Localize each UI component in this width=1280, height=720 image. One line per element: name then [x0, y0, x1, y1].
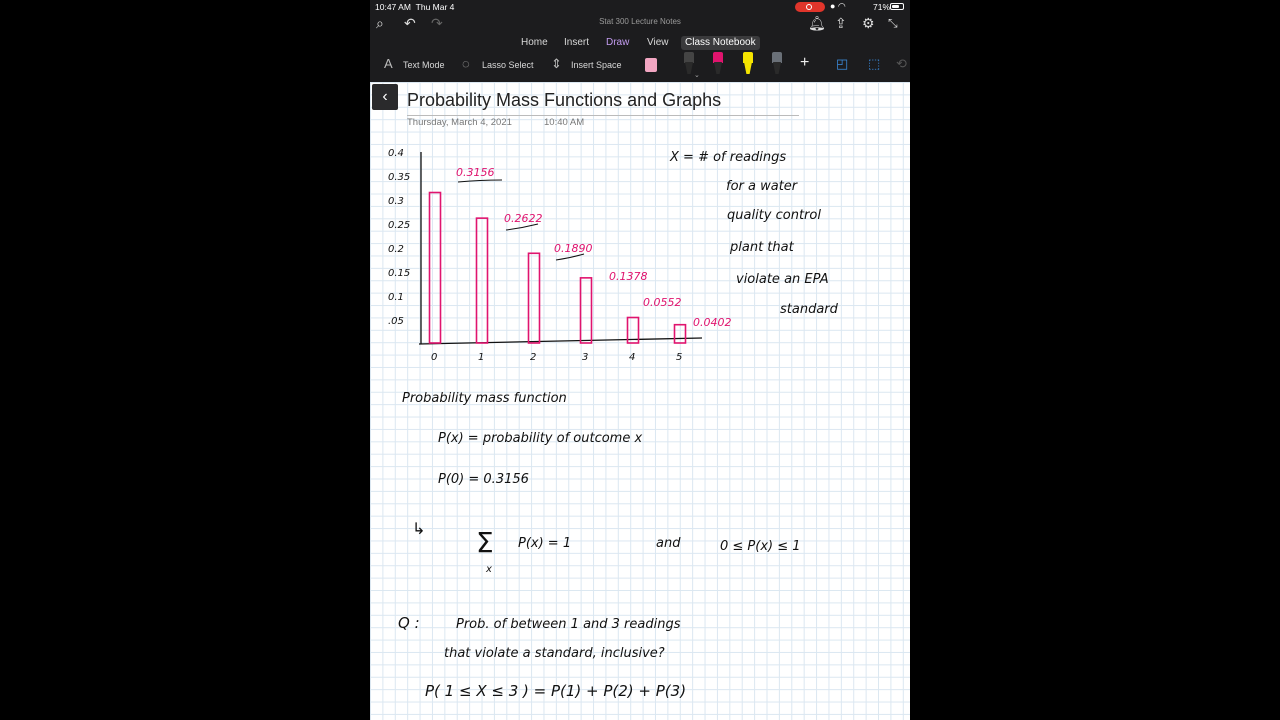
x-tick-label: 1: [478, 352, 485, 363]
bar-value-label: 0.1378: [609, 270, 648, 283]
note-def-line-4: plant that: [730, 240, 794, 255]
note-def-line-5: violate an EPA: [736, 272, 829, 287]
page-date: Thursday, March 4, 2021: [407, 117, 512, 128]
insert-space-icon: ⇕: [551, 56, 562, 71]
bar-value-label: 0.0402: [693, 316, 732, 329]
ink-to-shape-icon[interactable]: ⬚: [868, 56, 881, 71]
bar-5: [675, 325, 686, 343]
ipad-screen: [370, 0, 910, 720]
chevron-left-icon: ‹: [382, 88, 388, 105]
eraser-tool[interactable]: [645, 58, 657, 72]
add-pen-icon[interactable]: +: [800, 54, 810, 71]
y-tick-label: 0.25: [388, 220, 411, 231]
tab-class-notebook[interactable]: Class Notebook: [681, 36, 760, 50]
page-title[interactable]: Probability Mass Functions and Graphs: [407, 90, 722, 110]
note-q-line-1: Prob. of between 1 and 3 readings: [456, 617, 681, 632]
bar-1: [477, 218, 488, 343]
lasso-icon: ◌: [462, 56, 470, 71]
bell-icon[interactable]: 🔔︎: [808, 15, 826, 31]
tab-home[interactable]: Home: [521, 37, 548, 48]
note-def-line-3: quality control: [727, 208, 821, 223]
screen-recording-icon: [795, 2, 825, 12]
note-arrow: ↳: [412, 519, 426, 538]
note-sum-eq: P(x) = 1: [518, 536, 572, 551]
tab-view[interactable]: View: [647, 37, 669, 48]
bar-value-label: 0.3156: [456, 166, 495, 179]
bar-3: [581, 278, 592, 343]
text-mode-icon: A: [384, 56, 393, 71]
ribbon-tabs: [370, 34, 910, 52]
bar-value-label: 0.1890: [554, 242, 593, 255]
bar-value-label: 0.0552: [643, 296, 682, 309]
y-tick-label: 0.1: [388, 292, 404, 303]
ink-layer: [370, 82, 910, 720]
status-bar: [370, 0, 910, 14]
collapse-icon[interactable]: ⤡: [888, 16, 898, 30]
more-icon[interactable]: ⟲: [896, 56, 907, 71]
note-q-equation: P( 1 ≤ X ≤ 3 ) = P(1) + P(2) + P(3): [425, 682, 687, 700]
text-mode-button[interactable]: Text Mode: [403, 60, 445, 70]
note-pmf-def: P(x) = probability of outcome x: [438, 431, 643, 446]
wifi-icon: ● ◠: [830, 1, 846, 11]
x-axis: [419, 338, 702, 344]
page-time: 10:40 AM: [544, 117, 585, 128]
x-tick-label: 0: [431, 352, 438, 363]
status-time: 10:47 AM Thu Mar 4: [375, 2, 455, 12]
redo-icon[interactable]: ↷: [431, 15, 443, 31]
x-tick-label: 5: [676, 352, 683, 363]
note-def-line-2: for a water: [726, 179, 798, 194]
note-bounds: 0 ≤ P(x) ≤ 1: [720, 539, 801, 554]
x-tick-label: 4: [629, 352, 636, 363]
note-def-line-1: X = # of readings: [670, 150, 787, 165]
bar-2: [529, 253, 540, 343]
undo-icon[interactable]: ↶: [404, 15, 416, 31]
y-tick-label: 0.35: [388, 172, 411, 183]
y-tick-label: 0.4: [388, 148, 404, 159]
document-title: Stat 300 Lecture Notes: [599, 17, 681, 26]
y-tick-label: 0.2: [388, 244, 404, 255]
pen-pink[interactable]: [712, 52, 724, 74]
note-def-line-6: standard: [780, 302, 838, 317]
search-icon[interactable]: ⌕: [376, 15, 384, 31]
title-bar: [370, 14, 910, 34]
bar-value-label: 0.2622: [504, 212, 543, 225]
label-underline: [458, 180, 502, 182]
x-tick-label: 3: [582, 352, 589, 363]
tab-draw[interactable]: Draw: [606, 37, 630, 48]
note-p0: P(0) = 0.3156: [438, 472, 529, 487]
note-pmf-heading: Probability mass function: [402, 391, 567, 406]
insert-space-button[interactable]: Insert Space: [571, 60, 622, 70]
y-tick-label: 0.15: [388, 268, 411, 279]
lasso-select-button[interactable]: Lasso Select: [482, 60, 534, 70]
gear-icon[interactable]: ⚙: [862, 15, 875, 31]
note-q-label: Q :: [398, 614, 420, 632]
highlighter-yellow[interactable]: [742, 52, 754, 74]
tab-insert[interactable]: Insert: [564, 37, 590, 48]
draw-toolbar: [370, 52, 910, 82]
share-icon[interactable]: ⇪: [835, 15, 847, 31]
pen-gray[interactable]: [771, 52, 783, 74]
y-tick-label: 0.3: [388, 196, 404, 207]
note-and: and: [656, 536, 681, 551]
bar-0: [430, 193, 441, 343]
y-tick-label: .05: [388, 316, 404, 327]
x-tick-label: 2: [530, 352, 537, 363]
pmf-bar-chart: [388, 148, 732, 363]
battery-icon: [890, 3, 904, 10]
chevron-down-icon[interactable]: ⌄: [694, 72, 700, 79]
note-sigma: Σ: [476, 526, 494, 559]
shapes-icon[interactable]: ◰: [836, 56, 849, 71]
note-sigma-sub: x: [486, 564, 492, 575]
note-q-line-2: that violate a standard, inclusive?: [444, 646, 665, 661]
battery-percent: 71%: [873, 2, 891, 12]
